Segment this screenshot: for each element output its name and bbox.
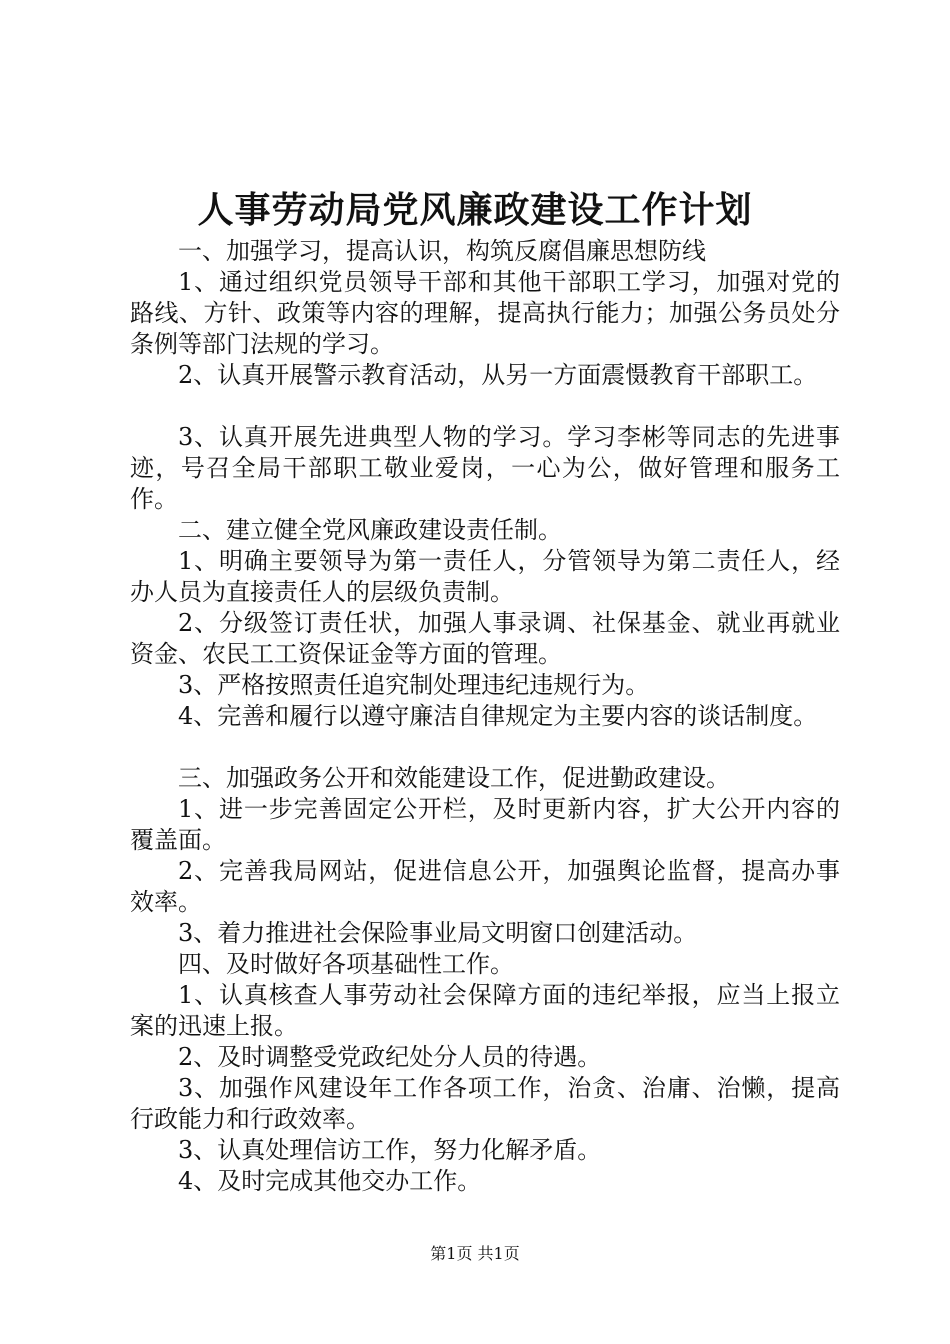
page-number-footer: 第1页 共1页 xyxy=(430,1244,520,1263)
document-body xyxy=(130,236,840,1197)
body-paragraph: 4、完善和履行以遵守廉洁自律规定为主要内容的谈话制度。 xyxy=(178,702,818,730)
body-paragraph: 2、及时调整受党政纪处分人员的待遇。 xyxy=(178,1043,602,1071)
body-paragraph: 3、着力推进社会保险事业局文明窗口创建活动。 xyxy=(178,919,698,947)
section-heading-2: 二、建立健全党风廉政建设责任制。 xyxy=(178,516,562,544)
body-paragraph: 3、加强作风建设年工作各项工作，治贪、治庸、治懒，提高行政能力和行政效率。 xyxy=(130,1074,840,1133)
body-paragraph: 1、通过组织党员领导干部和其他干部职工学习，加强对党的路线、方针、政策等内容的理解，提高执行能力；加强公务员处分条例等部门法规的学习。 xyxy=(130,268,840,358)
body-paragraph: 1、明确主要领导为第一责任人，分管领导为第二责任人，经办人员为直接责任人的层级负责制。 xyxy=(130,547,840,606)
document-title: 人事劳动局党风廉政建设工作计划 xyxy=(197,189,753,231)
body-paragraph: 4、及时完成其他交办工作。 xyxy=(178,1167,482,1195)
body-paragraph: 3、严格按照责任追究制处理违纪违规行为。 xyxy=(178,671,650,699)
body-paragraph: 2、认真开展警示教育活动，从另一方面震慑教育干部职工。 xyxy=(178,361,818,389)
section-heading-4: 四、及时做好各项基础性工作。 xyxy=(178,950,514,978)
section-heading-1: 一、加强学习，提高认识，构筑反腐倡廉思想防线 xyxy=(178,237,706,265)
section-heading-3: 三、加强政务公开和效能建设工作，促进勤政建设。 xyxy=(178,764,730,792)
body-paragraph: 3、认真开展先进典型人物的学习。学习李彬等同志的先进事迹，号召全局干部职工敬业爱岗，一心为公，做好管理和服务工作。 xyxy=(130,423,840,513)
body-paragraph: 1、进一步完善固定公开栏，及时更新内容，扩大公开内容的覆盖面。 xyxy=(130,795,840,854)
body-paragraph: 1、认真核查人事劳动社会保障方面的违纪举报，应当上报立案的迅速上报。 xyxy=(130,981,840,1040)
body-paragraph: 2、分级签订责任状，加强人事录调、社保基金、就业再就业资金、农民工工资保证金等方面的管理。 xyxy=(130,609,840,668)
body-paragraph: 3、认真处理信访工作，努力化解矛盾。 xyxy=(178,1136,602,1164)
body-paragraph: 2、完善我局网站，促进信息公开，加强舆论监督，提高办事效率。 xyxy=(130,857,840,916)
